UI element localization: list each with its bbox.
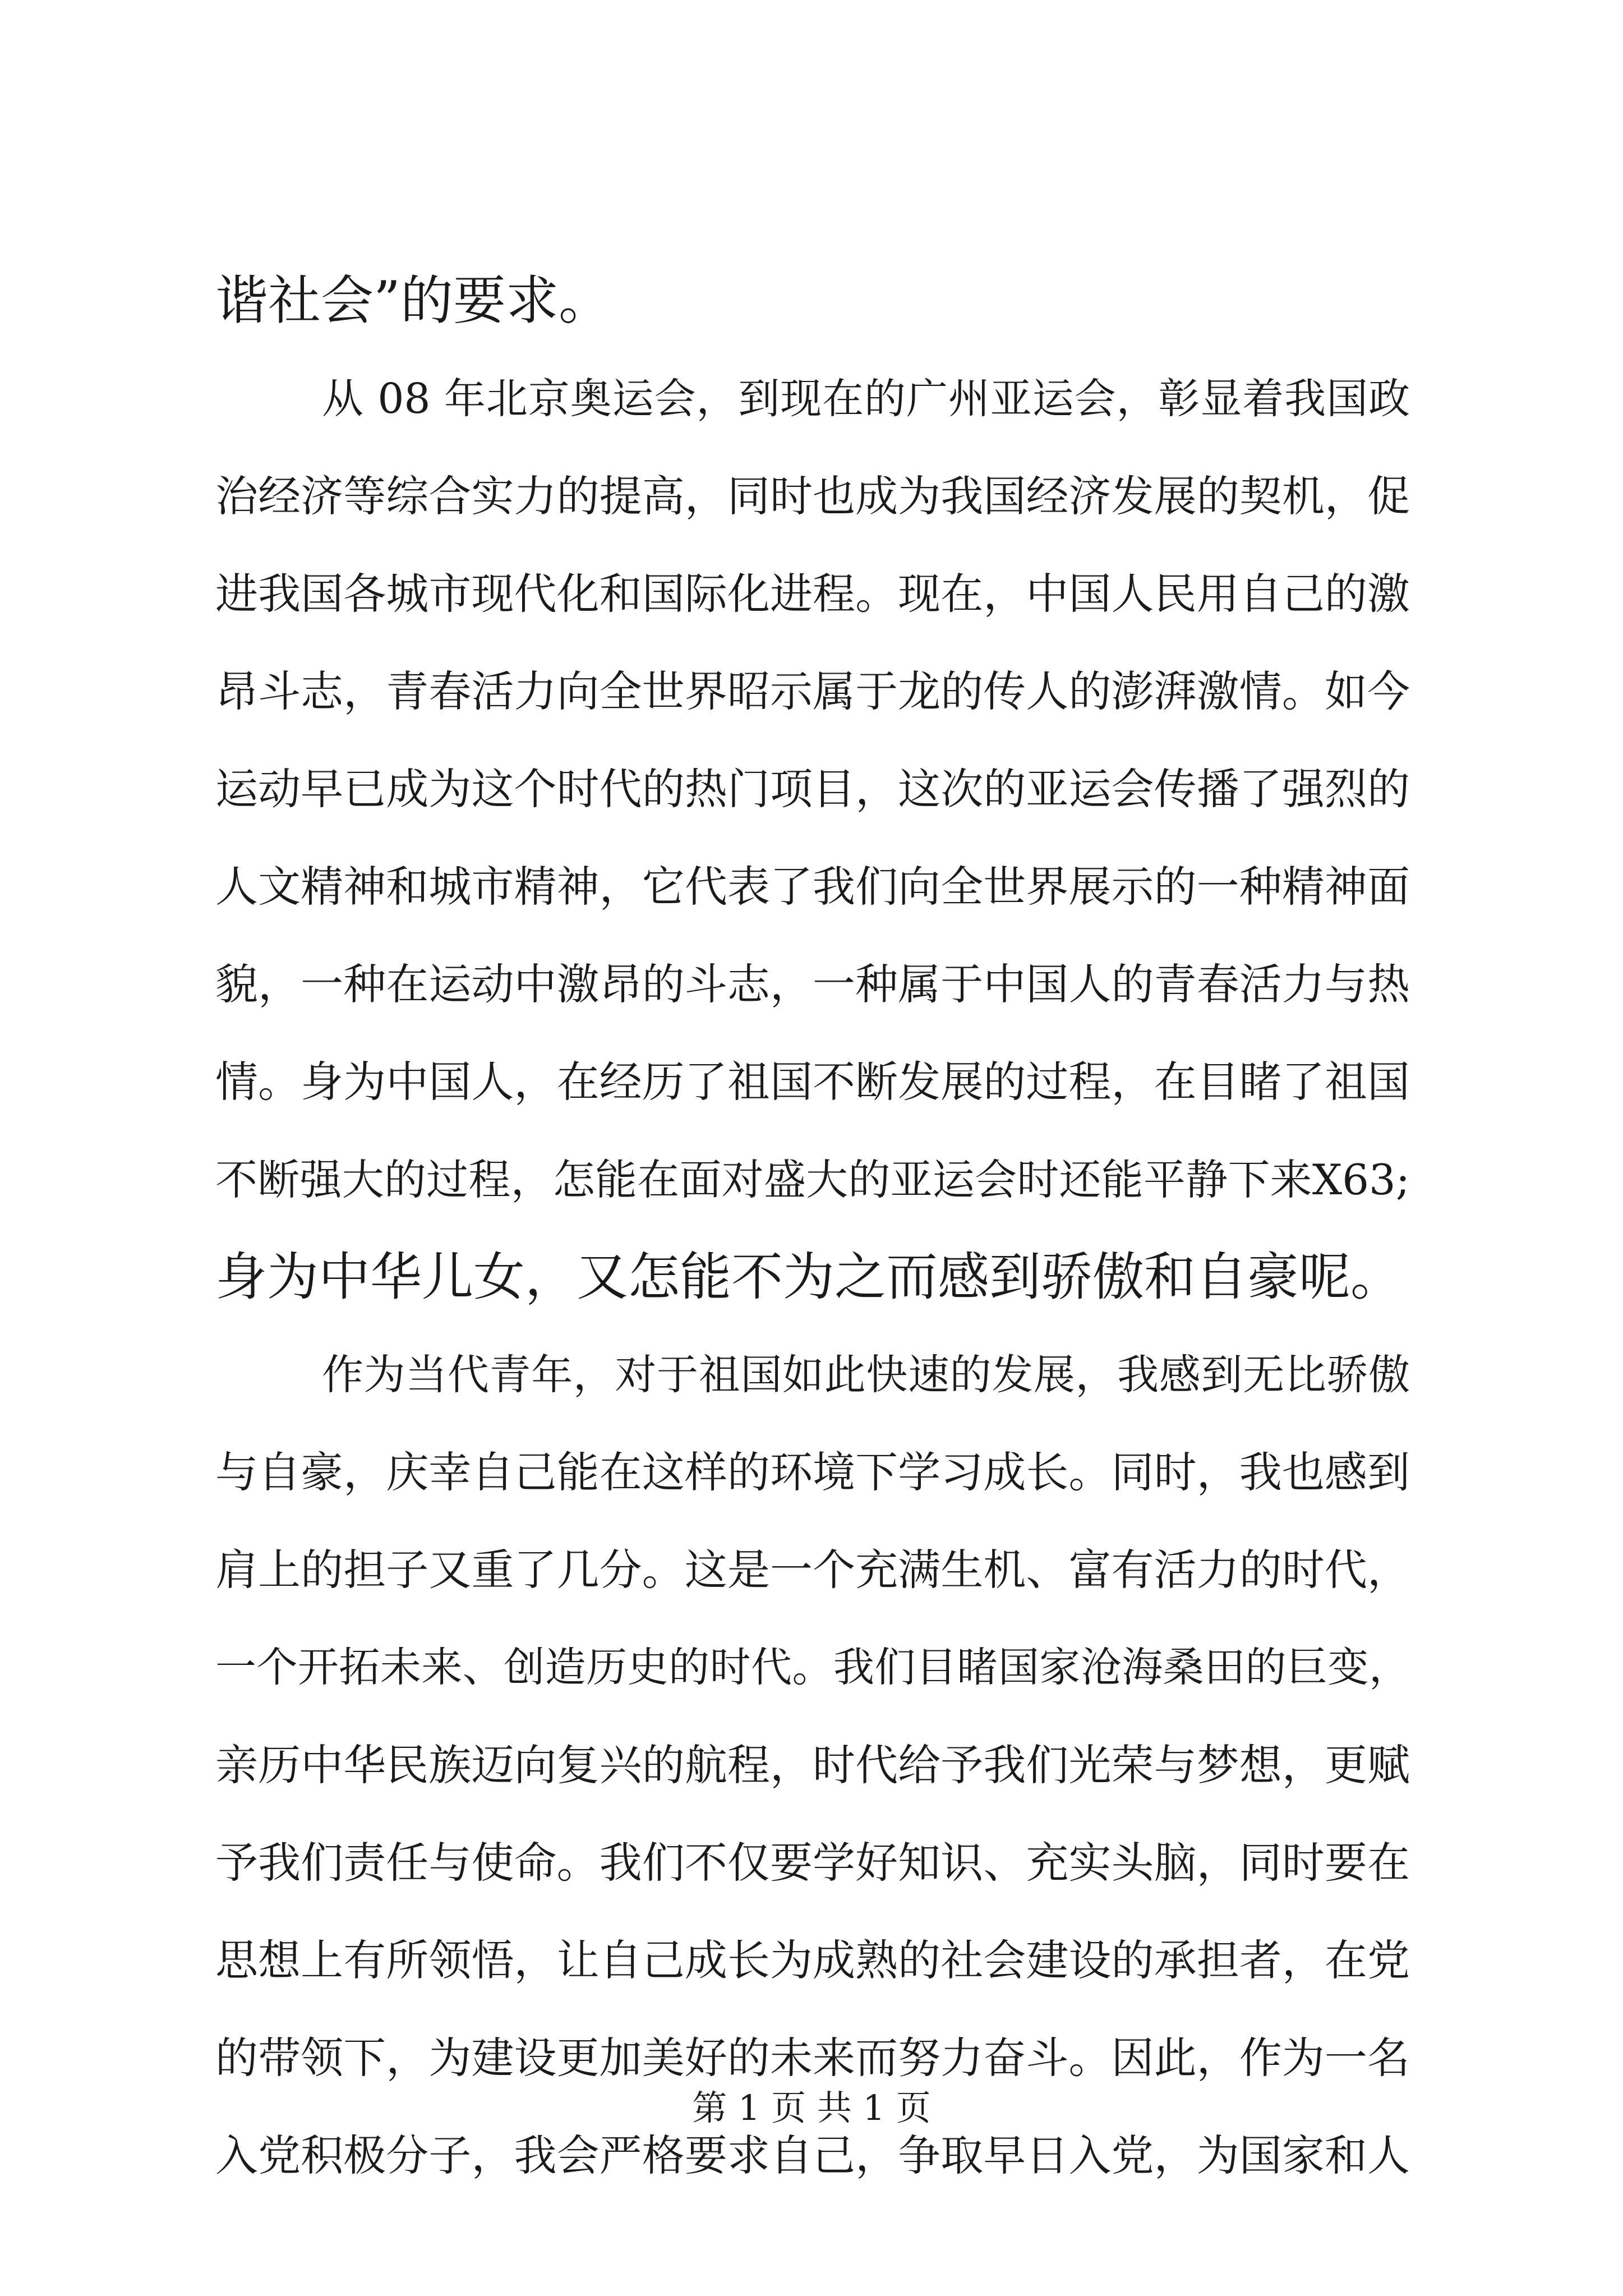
text-line: 情。身为中国人，在经历了祖国不断发展的过程，在目睹了祖国 bbox=[215, 1057, 1410, 1107]
text-line: 亲历中华民族迈向复兴的航程，时代给予我们光荣与梦想，更赋 bbox=[215, 1740, 1410, 1790]
text-line: 人文精神和城市精神，它代表了我们向全世界展示的一种精神面 bbox=[215, 862, 1410, 912]
text-line: 一个开拓未来、创造历史的时代。我们目睹国家沧海桑田的巨变， bbox=[215, 1644, 1410, 1691]
text-line: 作为当代青年，对于祖国如此快速的发展，我感到无比骄傲 bbox=[322, 1351, 1410, 1399]
text-line: 身为中华儿女，又怎能不为之而感到骄傲和自豪呢。 bbox=[215, 1247, 1403, 1307]
text-line: 入党积极分子，我会严格要求自己，争取早日入党，为国家和人 bbox=[215, 2131, 1410, 2180]
text-line: 运动早已成为这个时代的热门项目，这次的亚运会传播了强烈的 bbox=[215, 764, 1410, 814]
text-line: 肩上的担子又重了几分。这是一个充满生机、富有活力的时代， bbox=[215, 1545, 1410, 1595]
text-line: 貌，一种在运动中激昂的斗志，一种属于中国人的青春活力与热 bbox=[215, 959, 1410, 1009]
text-line: 予我们责任与使命。我们不仅要学好知识、充实头脑，同时要在 bbox=[215, 1838, 1410, 1888]
text-line: 谐社会”的要求。 bbox=[215, 270, 612, 332]
page-number-footer: 第 1 页 共 1 页 bbox=[692, 2087, 931, 2128]
text-line: 昂斗志，青春活力向全世界昭示属于龙的传人的澎湃激情。如今 bbox=[215, 666, 1410, 716]
text-line: 与自豪，庆幸自己能在这样的环境下学习成长。同时，我也感到 bbox=[215, 1447, 1410, 1497]
text-line: 思想上有所领悟，让自己成长为成熟的社会建设的承担者，在党 bbox=[215, 1935, 1410, 1985]
text-line: 的带领下，为建设更加美好的未来而努力奋斗。因此，作为一名 bbox=[215, 2033, 1410, 2083]
document-body bbox=[215, 252, 1410, 2205]
text-line: 进我国各城市现代化和国际化进程。现在，中国人民用自己的激 bbox=[215, 569, 1410, 619]
text-line: 从 08 年北京奥运会，到现在的广州亚运会，彰显着我国政 bbox=[322, 375, 1410, 423]
text-line: 不断强大的过程，怎能在面对盛大的亚运会时还能平静下来X63; bbox=[215, 1155, 1410, 1204]
text-line: 治经济等综合实力的提高，同时也成为我国经济发展的契机，促 bbox=[215, 471, 1410, 521]
